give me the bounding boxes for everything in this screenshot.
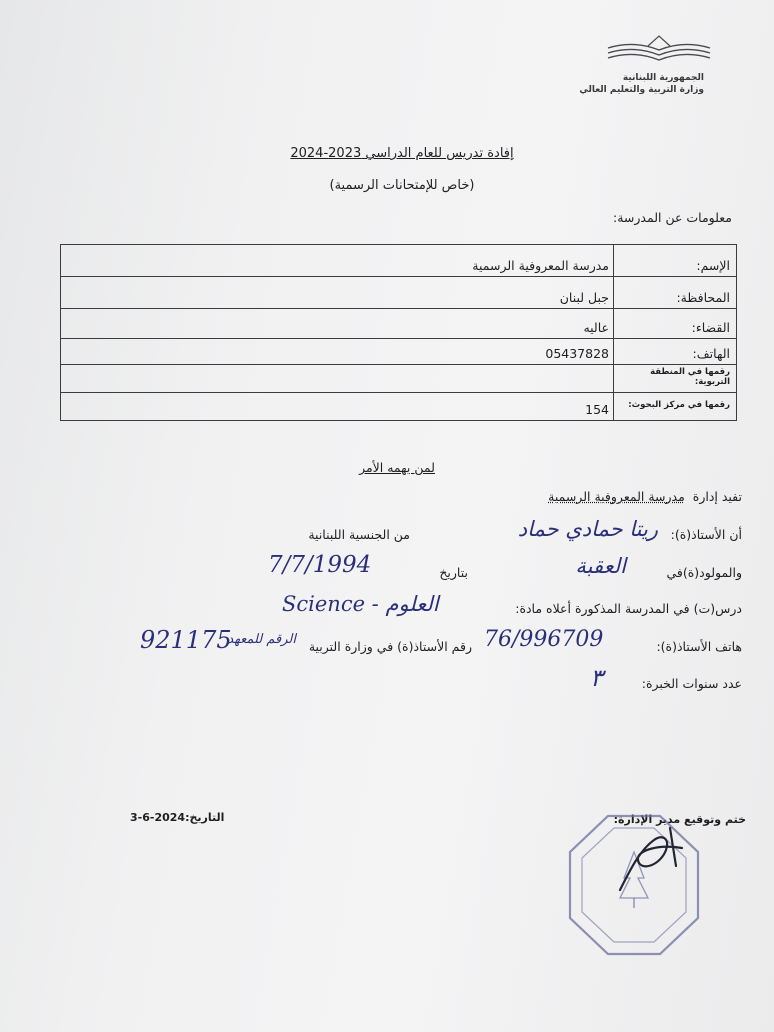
signature-label: ختم وتوقيع مدير الإدارة: <box>613 813 746 826</box>
date-of-birth-label: بتاريخ <box>439 565 468 580</box>
school-name-field: مدرسة المعروفية الرسمية <box>548 489 685 504</box>
born-place-field: العقبة <box>575 554 626 578</box>
ministry-number-field: 921175 <box>140 626 232 654</box>
ministry-number-label: رقم الأستاذ(ة) في وزارة التربية <box>308 639 472 654</box>
row-value: 154 <box>61 393 614 421</box>
table-row <box>61 309 737 339</box>
table-row <box>61 277 737 309</box>
ministry-name <box>579 72 704 96</box>
row-label: المحافظة: <box>614 277 737 309</box>
intro-label: تفيد إدارة <box>692 489 742 504</box>
section-heading: معلومات عن المدرسة: <box>612 210 732 225</box>
born-label: والمولود(ة)في <box>666 565 742 580</box>
experience-label: عدد سنوات الخبرة: <box>641 676 742 691</box>
row-value: عاليه <box>61 309 614 339</box>
row-value: جبل لبنان <box>61 277 614 309</box>
teacher-name-field: ريتا حمادي حماد <box>517 517 658 541</box>
row-label: رقمها في مركز البحوث: <box>614 393 737 421</box>
manager-signature-icon <box>610 820 700 900</box>
row-label: رقمها في المنطقة التربوية: <box>614 365 737 393</box>
table-row <box>61 393 737 421</box>
table-row <box>61 339 737 365</box>
phone-field: 76/996709 <box>484 627 604 652</box>
row-value <box>61 365 614 393</box>
footer-date-label: التاريخ: <box>185 811 225 824</box>
page-title: إفادة تدريس للعام الدراسي 2023-2024 <box>290 146 514 161</box>
phone-label: هاتف الأستاذ(ة): <box>656 639 742 654</box>
row-value: مدرسة المعروفية الرسمية <box>61 245 614 277</box>
row-value: 05437828 <box>61 339 614 365</box>
row-label: الهاتف: <box>614 339 737 365</box>
footer-date-value: 2024-6-3 <box>130 811 186 824</box>
teacher-label: أن الأستاذ(ة): <box>670 527 742 542</box>
experience-field: ٣ <box>590 664 603 692</box>
nationality-label: من الجنسية اللبنانية <box>308 527 410 542</box>
row-label: القضاء: <box>614 309 737 339</box>
footer-date <box>130 811 224 824</box>
ministry-line-1: الجمهورية اللبنانية <box>622 73 704 83</box>
table-row <box>61 365 737 393</box>
school-info-table <box>60 244 737 421</box>
table-row <box>61 245 737 277</box>
to-whom-heading: لمن يهمه الأمر <box>359 460 435 475</box>
subject-field: Science - العلوم <box>282 592 439 616</box>
row-label: الإسم: <box>614 245 737 277</box>
ministry-number-prefix: الرقم للمعهد <box>227 632 296 647</box>
ministry-line-2: وزارة التربية والتعليم العالي <box>579 85 704 95</box>
birth-date-field: 7/7/1994 <box>268 552 372 578</box>
intro-line <box>548 489 742 504</box>
ministry-book-logo-icon <box>604 34 714 72</box>
subject-label: درس(ت) في المدرسة المذكورة أعلاه مادة: <box>515 601 742 616</box>
page-subtitle: (خاص للإمتحانات الرسمية) <box>329 178 475 193</box>
